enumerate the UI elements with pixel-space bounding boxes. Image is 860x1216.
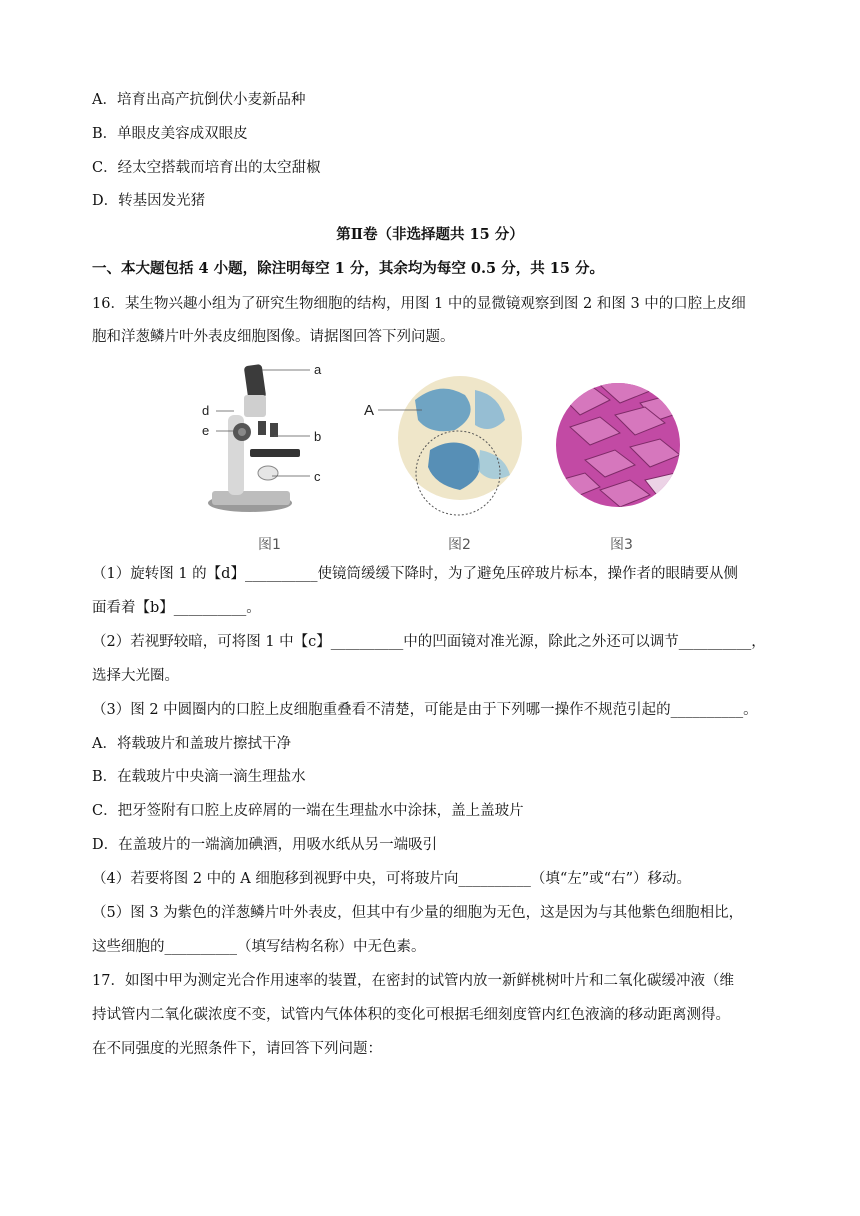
- subq-1-line2: 面看着【b】__________。: [92, 600, 261, 616]
- option-d: D．转基因发光猪: [92, 193, 206, 209]
- subq-1-line1: （1）旋转图 1 的【d】__________使镜筒缓缓下降时，为了避免压碎玻片标本，操作者的眼睛要从侧: [92, 566, 738, 582]
- question-17-line1: 17．如图中甲为测定光合作用速率的装置，在密封的试管内放一新鲜桃树叶片和二氧化碳缓冲液（维: [92, 973, 734, 989]
- question-17-line2: 持试管内二氧化碳浓度不变，试管内气体体积的变化可根据毛细刻度管内红色液滴的移动距离测得。: [92, 1007, 730, 1023]
- label-e: e: [202, 423, 210, 438]
- subq-3-option-c: C．把牙签附有口腔上皮碎屑的一端在生理盐水中涂抹，盖上盖玻片: [92, 803, 524, 819]
- cheek-cells-view: [398, 376, 522, 500]
- subq-2-line2: 选择大光圈。: [92, 668, 179, 684]
- caption-fig1: 图1: [258, 537, 281, 553]
- label-a: a: [314, 362, 322, 377]
- subq-3-option-d: D．在盖玻片的一端滴加碘酒，用吸水纸从另一端吸引: [92, 837, 438, 853]
- label-A: A: [364, 402, 375, 419]
- label-b: b: [314, 429, 322, 444]
- figure-microscope-cells: [190, 355, 690, 555]
- microscope-illustration: [208, 364, 300, 512]
- subq-3: （3）图 2 中圆圈内的口腔上皮细胞重叠看不清楚，可能是由于下列哪一操作不规范引起的__________。: [92, 702, 758, 718]
- subq-3-option-a: A．将载玻片和盖玻片擦拭干净: [92, 736, 291, 752]
- section-title: 第Ⅱ卷（非选择题共 15 分）: [336, 226, 524, 243]
- option-b: B．单眼皮美容成双眼皮: [92, 126, 248, 142]
- question-17-line3: 在不同强度的光照条件下，请回答下列问题：: [92, 1041, 382, 1057]
- subq-4: （4）若要将图 2 中的 A 细胞移到视野中央，可将玻片向__________（填“左”或“右”）移动。: [92, 871, 692, 887]
- option-a: A．培育出高产抗倒伏小麦新品种: [92, 92, 306, 108]
- figure-svg: [190, 355, 690, 555]
- caption-fig2: 图2: [448, 537, 471, 553]
- onion-cells-view: [550, 375, 690, 515]
- caption-fig3: 图3: [610, 537, 633, 553]
- label-d: d: [202, 403, 210, 418]
- subq-5-line1: （5）图 3 为紫色的洋葱鳞片叶外表皮，但其中有少量的细胞为无色，这是因为与其他紫色细胞相比，: [92, 905, 744, 921]
- option-c: C．经太空搭载而培育出的太空甜椒: [92, 160, 321, 176]
- subq-2-line1: （2）若视野较暗，可将图 1 中【c】__________中的凹面镜对准光源，除此之外还可以调节__________，: [92, 634, 766, 650]
- subq-3-option-b: B．在载玻片中央滴一滴生理盐水: [92, 769, 306, 785]
- label-c: c: [314, 469, 321, 484]
- question-16-line2: 胞和洋葱鳞片叶外表皮细胞图像。请据图回答下列问题。: [92, 329, 455, 345]
- section-intro: 一、本大题包括 4 小题，除注明每空 1 分，其余均为每空 0.5 分，共 15 分。: [92, 260, 604, 277]
- question-16-line1: 16．某生物兴趣小组为了研究生物细胞的结构，用图 1 中的显微镜观察到图 2 和图 3 中的口腔上皮细: [92, 296, 746, 312]
- subq-5-line2: 这些细胞的__________（填写结构名称）中无色素。: [92, 939, 426, 955]
